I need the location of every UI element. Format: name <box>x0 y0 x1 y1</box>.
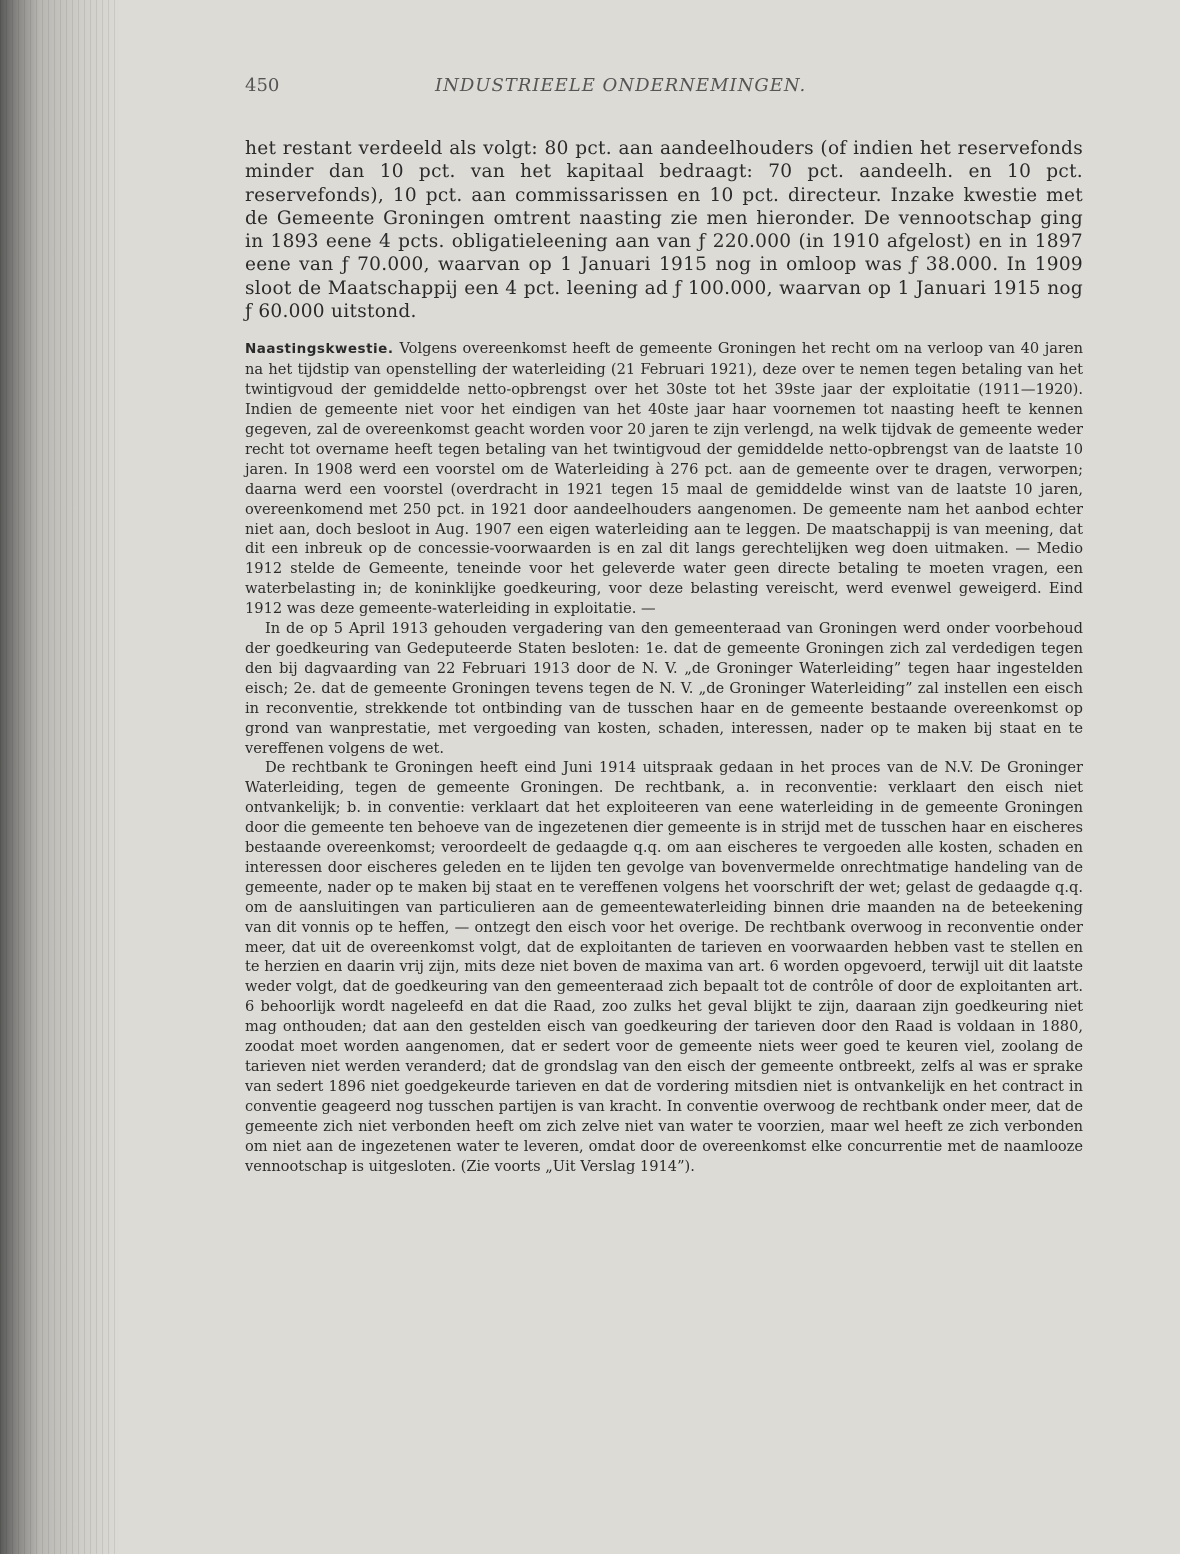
running-title: INDUSTRIEELE ONDERNEMINGEN. <box>435 75 807 96</box>
section-paragraph-2: In de op 5 April 1913 gehouden vergadering van den gemeenteraad van Groningen werd onder voorbehoud der goedkeuring van Gedeputeerde Staten besloten: 1e. dat de gemeente Groningen zich zal verdedigen tegen den bij dagvaarding van 22 Februari 1913 door de N. V. „de Groninger Waterleiding” tegen haar ingestelden eisch; 2e. dat de gemeente Groningen tevens tegen de N. V. „de Groninger Waterleiding” zal instellen een eisch in reconventie, strekkende tot ontbinding van de tusschen haar en de gemeente bestaande overeenkomst op grond van wanprestatie, met vergoeding van kosten, schaden, interessen, nader op te maken bij staat en te vereffenen volgens de wet. <box>245 620 1083 757</box>
section-paragraph-1 <box>245 339 1083 619</box>
running-head <box>245 75 1083 105</box>
book-page <box>245 75 1083 1176</box>
section-paragraph-3: De rechtbank te Groningen heeft eind Juni 1914 uitspraak gedaan in het proces van de N.V. De Groninger Waterleiding, tegen de gemeente Groningen. De rechtbank, a. in reconventie: verklaart den eisch niet ontvankelijk; b. in conventie: verklaart dat het exploiteeren van eene waterleiding in de gemeente Groningen door die gemeente ten behoeve van de ingezetenen dier gemeente is in strijd met de tusschen haar en eischeres bestaande overeenkomst; veroordeelt de gedaagde q.q. om aan eischeres te vergoeden alle kosten, schaden en interessen door eischeres geleden en te lijden ten gevolge van bovenvermelde onrechtmatige handeling van de gemeente, nader op te maken bij staat en te vereffenen volgens het voorschrift der wet; gelast de gedaagde q.q. om de aansluitingen van particulieren aan de gemeentewaterleiding binnen drie maanden na de beteekening van dit vonnis op te heffen, — ontzegt den eisch voor het overige. De rechtbank overwoog in reconventie onder meer, dat uit de overeenkomst volgt, dat de exploitanten de tarieven en voorwaarden hebben vast te stellen en te herzien en daarin vrij zijn, mits deze niet boven de maxima van art. 6 worden opgevoerd, terwijl uit dit laatste weder volgt, dat de goedkeuring van den gemeenteraad zich bepaalt tot de contrôle of door de exploitanten art. 6 behoorlijk wordt nageleefd en dat die Raad, zoo zulks het geval blijkt te zijn, daaraan zijn goedkeuring niet mag onthouden; dat aan den gestelden eisch van goedkeuring der tarieven door den Raad is voldaan in 1880, zoodat moet worden aangenomen, dat er sedert voor de gemeente niets weer goed te keuren viel, zoolang de tarieven niet werden veranderd; dat de grondslag van den eisch der gemeente ontbreekt, zelfs al was er sprake van sedert 1896 niet goedgekeurde tarieven en dat de vordering mitsdien niet is ontvankelijk en het contract in conventie geageerd nog tusschen partijen is van kracht. In conventie overwoog de rechtbank onder meer, dat de gemeente zich niet verbonden heeft om zich zelve niet van water te voorzien, maar wel heeft ze zich verbonden om niet aan de ingezetenen water te leveren, omdat door de overeenkomst elke concurrentie met de naamlooze vennootschap is uitgesloten. (Zie voorts „Uit Verslag 1914”). <box>245 759 1083 1175</box>
intro-paragraph: het restant verdeeld als volgt: 80 pct. aan aandeelhouders (of indien het reservefonds minder dan 10 pct. van het kapitaal bedraagt: 70 pct. aandeelh. en 10 pct. reservefonds), 10 pct. aan commissarissen en 10 pct. directeur. Inzake kwestie met de Gemeente Groningen omtrent naasting zie men hieronder. De vennootschap ging in 1893 eene 4 pcts. obligatieleening aan van ƒ 220.000 (in 1910 afgelost) en in 1897 eene van ƒ 70.000, waarvan op 1 Januari 1915 nog in omloop was ƒ 38.000. In 1909 sloot de Maatschappij een 4 pct. leening ad ƒ 100.000, waarvan op 1 Januari 1915 nog ƒ 60.000 uitstond. <box>245 138 1083 323</box>
section-paragraph-text: Volgens overeenkomst heeft de gemeente Groningen het recht om na verloop van 40 jaren na het tijdstip van openstelling der waterleiding (21 Februari 1921), deze over te nemen tegen betaling van het twintigvoud der gemiddelde netto-opbrengst over het 30ste tot het 39ste jaar der exploitatie (1911—1920). Indien de gemeente niet voor het eindigen van het 40ste jaar haar voornemen tot naasting heeft te kennen gegeven, zal de overeenkomst geacht worden voor 20 jaren te zijn verlengd, na welk tijdvak de gemeente weder recht tot overname heeft tegen betaling van het twintigvoud der gemiddelde netto-opbrengst van de laatste 10 jaren. In 1908 werd een voorstel om de Waterleiding à 276 pct. aan de gemeente over te dragen, verworpen; daarna werd een voorstel (overdracht in 1921 tegen 15 maal de gemiddelde winst van de laatste 10 jaren, overeenkomend met 250 pct. in 1921 door aandeelhouders aangenomen. De gemeente nam het aanbod echter niet aan, doch besloot in Aug. 1907 een eigen waterleiding aan te leggen. De maatschappij is van meening, dat dit een inbreuk op de concessie-voorwaarden is en zal dit langs gerechtelijken weg doen uitmaken. — Medio 1912 stelde de Gemeente, teneinde voor het geleverde water geen directe betaling te moeten vragen, een waterbelasting in; de koninklijke goedkeuring, voor deze belasting vereischt, werd evenwel geweigerd. Eind 1912 was deze gemeente-waterleiding in exploitatie. — <box>245 340 1083 618</box>
book-page-edges <box>0 0 120 1554</box>
section-heading: Naastingskwestie. <box>245 341 394 358</box>
naasting-section <box>245 339 1083 1176</box>
page-number: 450 <box>245 75 280 96</box>
